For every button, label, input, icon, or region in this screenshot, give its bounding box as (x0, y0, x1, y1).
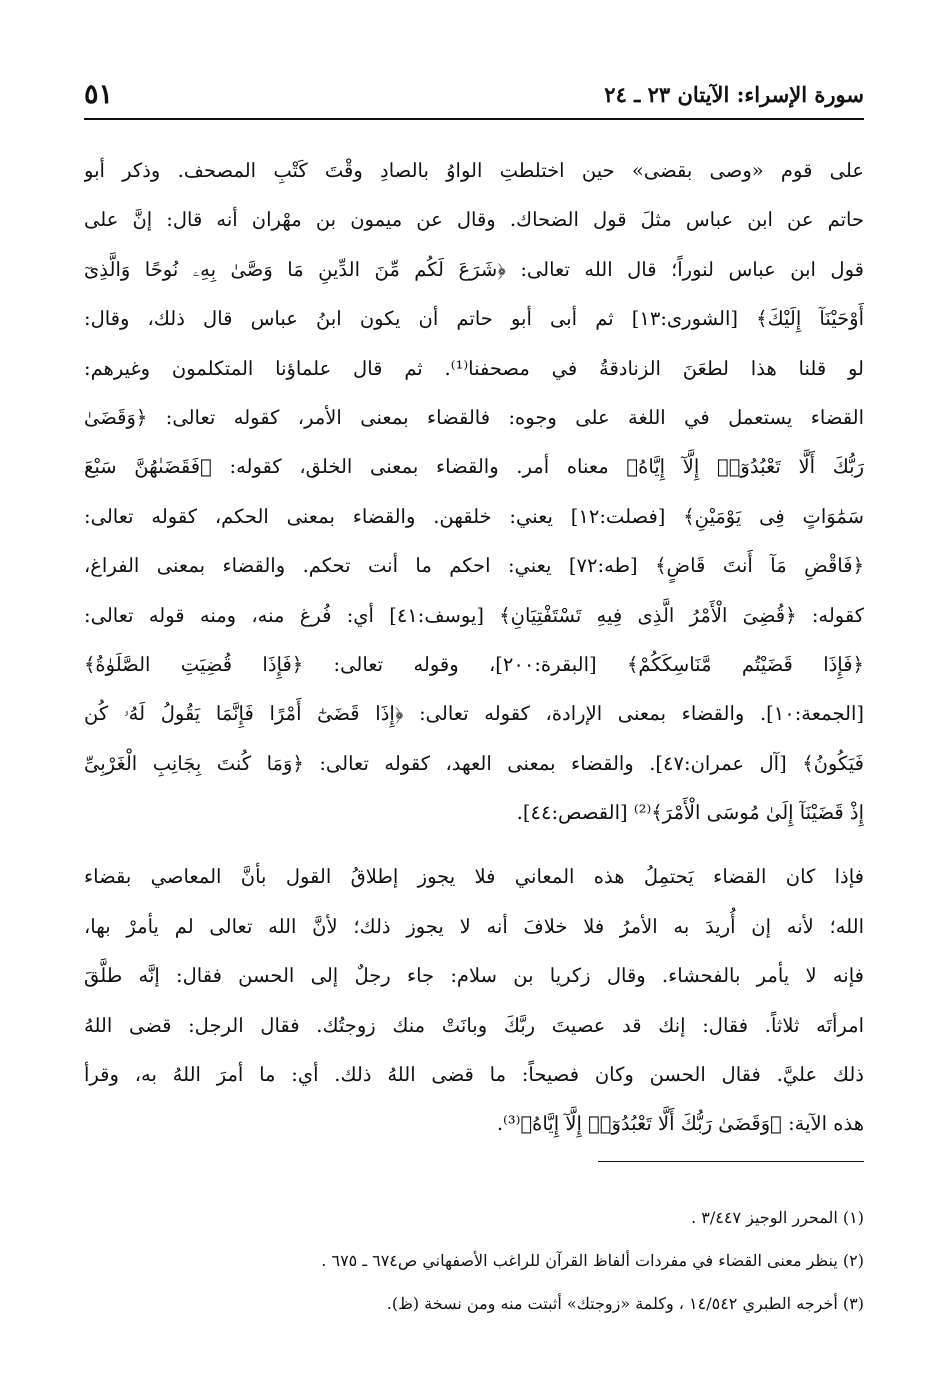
text-line: فَيَكُونُ﴾ [آل عمران:٤٧]. والقضاء بمعنى العهد، كقوله تعالى: ﴿وَمَا كُنتَ بِجَانِبِ الْغَرْبِىِّ (84, 751, 864, 775)
text-line: لو قلنا هذا لطعَنَ الزنادقةُ في مصحفنا⁽¹⁾. ثم قال علماؤنا المتكلمون وغيرهم: (84, 356, 864, 380)
footnote: (٢) ينظر معنى القضاء في مفردات ألفاظ القرآن للراغب الأصفهاني ص٦٧٤ ـ ٦٧٥ . (321, 1251, 864, 1270)
footnote: (١) المحرر الوجيز ٣/٤٤٧ . (691, 1208, 864, 1227)
text-line: هذه الآية: ﴿وَقَضَىٰ رَبُّكَ أَلَّا تَعْبُدُوٓا۟ إِلَّآ إِيَّاهُ﴾⁽³⁾. (496, 1112, 864, 1136)
text-line: سَمَٰوَاتٍ فِى يَوْمَيْنِ﴾ [فصلت:١٢] يعني: خلقهن. والقضاء بمعنى الحكم، كقوله تعالى: (84, 504, 864, 528)
footnotes (84, 1196, 864, 1325)
text-line: حاتم عن ابن عباس مثلَ قول الضحاك. وقال عن ميمون بن مهْران أنه قال: إنَّ على (84, 208, 864, 232)
text-line: الله؛ لأنه إن أُريدَ به الأمرُ فلا خلافَ أنه لا يجوز ذلك؛ لأنَّ الله تعالى لم يأمرْ بها، (84, 914, 864, 938)
paragraph-gap (84, 837, 864, 852)
surah-title: سورة الإسراء: الآيتان ٢٣ ـ ٢٤ (604, 81, 864, 107)
text-line: إِذْ قَضَيْنَآ إِلَىٰ مُوسَى الْأَمْرَ﴾⁽²⁾ [القصص:٤٤]. (516, 801, 864, 825)
text-line: فإنه لا يأمر بالفحشاء. وقال زكريا بن سلام: جاء رجلٌ إلى الحسن فقال: إنَّه طلَّقَ (84, 964, 864, 988)
footnote-separator (598, 1161, 864, 1162)
text-line: رَبُّكَ أَلَّا تَعْبُدُوٓا۟ إِلَّآ إِيَّاهُ﴾ معناه أمر. والقضاء بمعنى الخلق، كقوله: ﴿فَقَضَىٰهُنَّ سَبْعَ (84, 455, 864, 479)
text-line: امرأتَه ثلاثاً. فقال: إنك قد عصيتَ ربَّكَ وبانَتْ منك زوجتُك. فقال الرجل: قضى اللهُ (84, 1013, 864, 1037)
running-header (84, 70, 864, 120)
page-number: ٥١ (84, 78, 114, 110)
text-line: ﴿فَإِذَا قَضَيْتُم مَّنَاسِكَكُمْ﴾ [البقرة:٢٠٠]، وقوله تعالى: ﴿فَإِذَا قُضِيَتِ الصَّلَوٰةُ﴾ (84, 652, 864, 676)
text-line: ذلك عليَّ. فقال الحسن وكان فصيحاً: ما قضى اللهُ ذلك. أي: ما أمرَ اللهُ به، وقرأ (84, 1063, 864, 1087)
text-line: كقوله: ﴿قُضِىَ الْأَمْرُ الَّذِى فِيهِ تَسْتَفْتِيَانِ﴾ [يوسف:٤١] أي: فُرغ منه، ومنه قوله تعالى: (84, 603, 864, 627)
text-line: فإذا كان القضاء يَحتمِلُ هذه المعاني فلا يجوز إطلاقُ القول بأنَّ المعاصي بقضاء (84, 865, 864, 889)
text-line: أَوْحَيْنَآ إِلَيْكَ﴾ [الشورى:١٣] ثم أبى أبو حاتم أن يكون ابنُ عباس قال ذلك، وقال: (84, 307, 864, 331)
text-line: ﴿فَاقْضِ مَآ أَنتَ قَاضٍ﴾ [طه:٧٢] يعني: احكم ما أنت تحكم. والقضاء بمعنى الفراغ، (84, 554, 864, 578)
main-text (84, 146, 864, 1149)
text-line: على قوم «وصى بقضى» حين اختلطتِ الواوُ بالصادِ وقْتَ كَتْبِ المصحف. وذكر أبو (84, 159, 864, 182)
text-line: قول ابن عباس لنوراً؛ قال الله تعالى: ﴿شَرَعَ لَكُم مِّنَ الدِّينِ مَا وَصَّىٰ بِهِۦ نُوحًا وَالَّذِىٓ (84, 257, 864, 281)
text-line: [الجمعة:١٠]. والقضاء بمعنى الإرادة، كقوله تعالى: ﴿إِذَا قَضَىٰٓ أَمْرًا فَإِنَّمَا يَقُولُ لَهُۥ كُن (84, 702, 864, 726)
footnote: (٣) أخرجه الطبري ١٤/٥٤٢ ، وكلمة «زوجتك» أثبتت منه ومن نسخة (ظ). (386, 1294, 864, 1313)
text-line: القضاء يستعمل في اللغة على وجوه: فالقضاء بمعنى الأمر، كقوله تعالى: ﴿وَقَضَىٰ (84, 405, 864, 429)
